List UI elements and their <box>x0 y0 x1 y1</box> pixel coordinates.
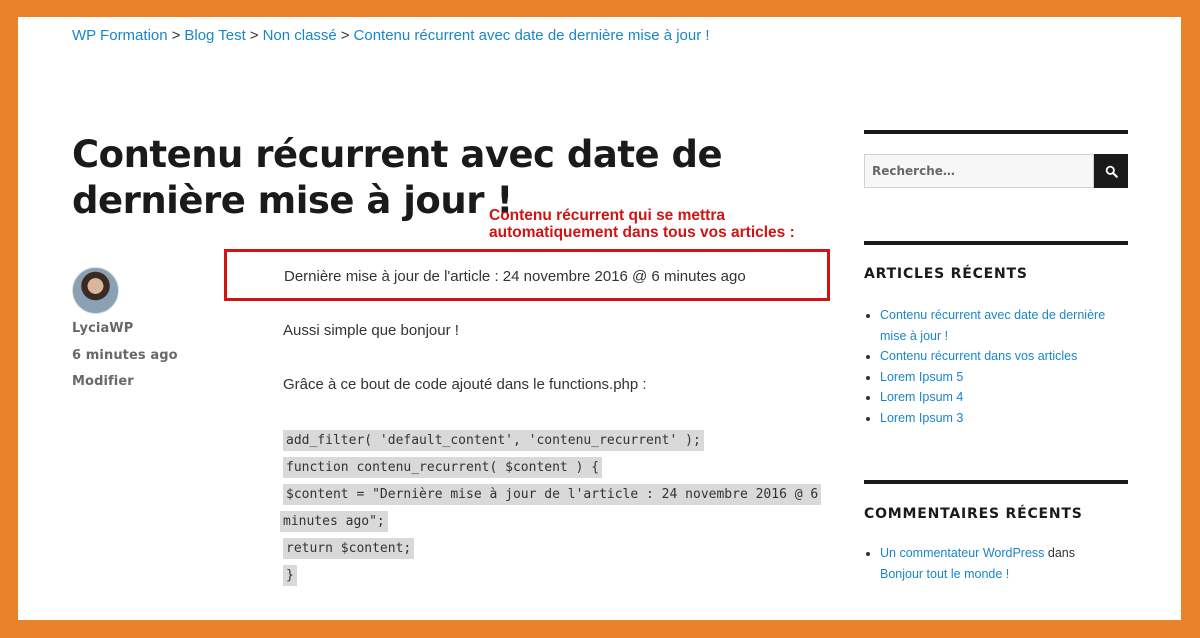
author-avatar[interactable] <box>72 267 119 314</box>
recent-post-link[interactable]: Contenu récurrent avec date de dernière mise à jour ! <box>880 308 1106 343</box>
breadcrumb-item-blog[interactable]: Blog Test <box>184 27 246 44</box>
code-line: $content = "Dernière mise à jour de l'article : 24 novembre 2016 @ 6 <box>283 481 821 508</box>
post-title: Contenu récurrent avec date de dernière mise à jour ! <box>72 133 723 222</box>
code-line: return $content; <box>283 535 821 562</box>
comment-connector: dans <box>1047 546 1076 560</box>
search-input[interactable] <box>864 154 1094 188</box>
code-line: add_filter( 'default_content', 'contenu_recurrent' ); <box>283 427 821 454</box>
list-item <box>864 367 1120 388</box>
post-time-link[interactable]: 6 minutes ago <box>72 348 178 363</box>
author-link[interactable]: LyciaWP <box>72 321 134 336</box>
search-button[interactable] <box>1094 154 1128 188</box>
paragraph-intro: Aussi simple que bonjour ! <box>283 322 459 339</box>
list-item <box>864 387 1120 408</box>
recent-comments-title: COMMENTAIRES RÉCENTS <box>864 506 1083 522</box>
list-item <box>864 305 1120 346</box>
comment-post-link[interactable]: Bonjour tout le monde ! <box>880 566 1010 581</box>
breadcrumb-item-category[interactable]: Non classé <box>262 27 337 44</box>
breadcrumb-separator: > <box>249 27 259 44</box>
recent-post-link[interactable]: Lorem Ipsum 5 <box>880 369 964 384</box>
annotation-callout <box>489 207 795 241</box>
widget-divider <box>864 241 1128 245</box>
search-icon <box>1105 165 1118 178</box>
breadcrumb-separator: > <box>340 27 350 44</box>
recent-post-link[interactable]: Lorem Ipsum 4 <box>880 390 964 404</box>
list-item <box>864 408 1120 429</box>
breadcrumb-separator: > <box>171 27 181 44</box>
code-line: } <box>283 562 821 589</box>
list-item <box>864 346 1120 367</box>
recent-comments-list <box>864 543 1128 584</box>
breadcrumb-item-current[interactable]: Contenu récurrent avec date de dernière mise à jour ! <box>353 27 710 44</box>
code-line: minutes ago"; <box>280 508 821 535</box>
widget-divider <box>864 480 1128 484</box>
code-line: function contenu_recurrent( $content ) { <box>283 454 821 481</box>
annotation-line-1: Contenu récurrent qui se mettra <box>489 207 725 224</box>
recent-post-link[interactable]: Contenu récurrent dans vos articles <box>880 349 1078 363</box>
recent-posts-list <box>864 305 1128 428</box>
widget-divider <box>864 130 1128 134</box>
edit-link[interactable]: Modifier <box>72 374 134 389</box>
search-form <box>864 154 1128 188</box>
recurring-content-highlight <box>224 249 830 301</box>
annotation-line-2: automatiquement dans tous vos articles : <box>489 224 795 241</box>
code-block <box>283 427 821 589</box>
breadcrumb <box>72 27 710 44</box>
last-update-text: Dernière mise à jour de l'article : 24 novembre 2016 @ 6 minutes ago <box>284 268 746 285</box>
recent-posts-title: ARTICLES RÉCENTS <box>864 266 1028 282</box>
paragraph-code-intro: Grâce à ce bout de code ajouté dans le functions.php : <box>283 376 647 393</box>
list-item <box>864 543 1098 584</box>
comment-author-link[interactable]: Un commentateur WordPress <box>880 546 1045 560</box>
breadcrumb-item-home[interactable]: WP Formation <box>72 27 168 44</box>
recent-post-link[interactable]: Lorem Ipsum 3 <box>880 410 964 425</box>
